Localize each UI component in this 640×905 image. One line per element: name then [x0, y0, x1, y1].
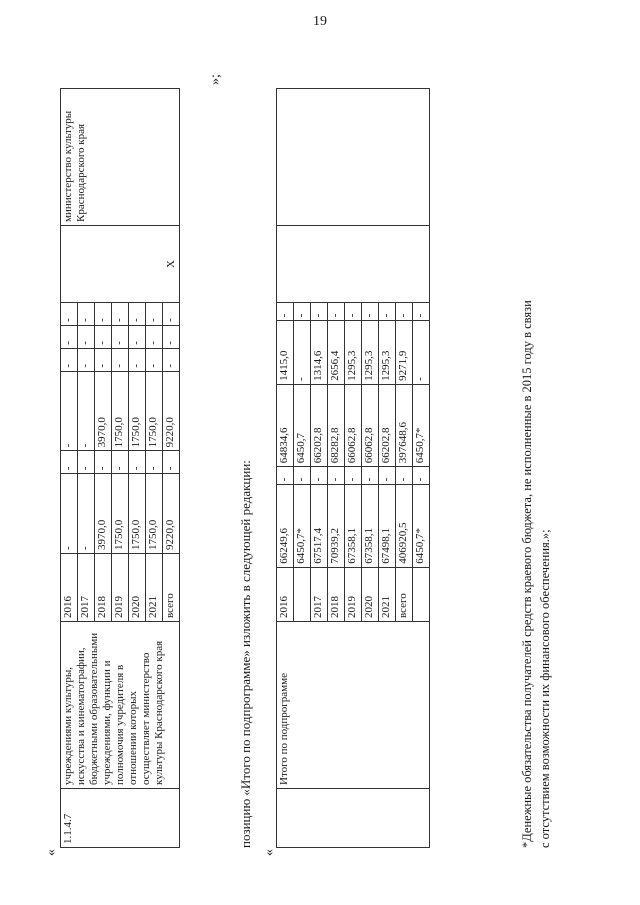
table2-cell-c3: 68282,8 [328, 384, 345, 466]
table2-cell-c3: 6450,7 [294, 384, 311, 466]
table2-cell-c5: - [379, 303, 396, 321]
table1 [60, 88, 180, 848]
table1-cell-c2: - [163, 451, 180, 474]
table1-cell-total: 3970,0 [95, 474, 112, 554]
table1-cell-c5: - [163, 325, 180, 348]
table1-cell-year: 2016 [61, 553, 78, 621]
table2-cell-total: 6450,7* [294, 485, 311, 567]
table2-cell-c4: 1415,0 [277, 321, 294, 385]
table1-cell-total: 1750,0 [129, 474, 146, 554]
table2-cell-c3: 397648,6 [396, 384, 413, 466]
table2-cell-c2: - [379, 467, 396, 485]
table1-mark: X [61, 226, 180, 303]
table2-cell-c5: - [311, 303, 328, 321]
table2-cell-c2: - [396, 467, 413, 485]
table1-cell-c2: - [61, 451, 78, 474]
table2-cell-total: 67358,1 [362, 485, 379, 567]
table1-cell-c4: - [112, 348, 129, 371]
table1-cell-total: - [61, 474, 78, 554]
table2-cell-c5: - [277, 303, 294, 321]
table2-cell-c5: - [328, 303, 345, 321]
table1-cell-c6: - [78, 303, 95, 326]
table2-cell-total: 67517,4 [311, 485, 328, 567]
table2-cell-year: 2017 [311, 567, 328, 621]
table1-cell-c5: - [146, 325, 163, 348]
table2-cell-c2: - [362, 467, 379, 485]
table1-cell-c4: - [163, 348, 180, 371]
table2-empty-mark [277, 226, 430, 303]
table1-cell-year: 2020 [129, 553, 146, 621]
table1-cell-c5: - [129, 325, 146, 348]
table2-cell-year: всего [396, 567, 413, 621]
table1-cell-c4: - [61, 348, 78, 371]
table1-cell-c5: - [112, 325, 129, 348]
table1-cell-c3: - [78, 371, 95, 451]
table1-cell-c6: - [146, 303, 163, 326]
table1-cell-c2: - [129, 451, 146, 474]
table2-cell-c4: 1295,3 [379, 321, 396, 385]
footnote-line-1: *Денежные обязательства получателей средств краевого бюджета, не исполненные в 2015 году в связи [520, 300, 534, 848]
table2-cell-c4: - [413, 321, 430, 385]
table2-open-quote: « [262, 849, 277, 856]
table2-cell-c4: - [294, 321, 311, 385]
table2-cell-c4: 1295,3 [362, 321, 379, 385]
table2-cell-total: 67358,1 [345, 485, 362, 567]
table1-cell-c3: 9220,0 [163, 371, 180, 451]
table1-cell-year: 2017 [78, 553, 95, 621]
rotated-document-body [40, 74, 600, 860]
table2-empty-executor [277, 89, 430, 226]
table2-cell-c2: - [277, 467, 294, 485]
table1-row [61, 89, 78, 848]
table2-cell-year: 2016 [277, 567, 294, 621]
table1-cell-year: 2018 [95, 553, 112, 621]
table2-cell-c2: - [311, 467, 328, 485]
table2-cell-c3: 66202,8 [379, 384, 396, 466]
table2-cell-c5: - [294, 303, 311, 321]
table2-cell-c4: 1295,3 [345, 321, 362, 385]
table1-cell-total: - [78, 474, 95, 554]
table1-cell-c3: 3970,0 [95, 371, 112, 451]
table2-cell-c5: - [413, 303, 430, 321]
table2-cell-c5: - [345, 303, 362, 321]
table2-cell-year [413, 567, 430, 621]
table2-cell-year: 2020 [362, 567, 379, 621]
table1-cell-c5: - [95, 325, 112, 348]
table2-cell-total: 406920,5 [396, 485, 413, 567]
table1-cell-year: всего [163, 553, 180, 621]
table2-cell-c3: 64834,6 [277, 384, 294, 466]
table1-cell-c5: - [61, 325, 78, 348]
table1-cell-c4: - [78, 348, 95, 371]
table1-cell-c2: - [146, 451, 163, 474]
table2-cell-c5: - [362, 303, 379, 321]
table2-cell-year: 2019 [345, 567, 362, 621]
table2-cell-total: 6450,7* [413, 485, 430, 567]
table1-cell-c6: - [163, 303, 180, 326]
table1-cell-c3: 1750,0 [112, 371, 129, 451]
footnote-line-2: с отсутствием возможности их финансового обеспечения.»; [538, 529, 552, 848]
table2-cell-c3: 66062,8 [362, 384, 379, 466]
table1-cell-c3: 1750,0 [129, 371, 146, 451]
table1-cell-c4: - [146, 348, 163, 371]
table1-cell-c5: - [78, 325, 95, 348]
table1-cell-c6: - [112, 303, 129, 326]
table2-cell-total: 67498,1 [379, 485, 396, 567]
table1-executor: министерство культуры Краснодарского края [61, 89, 180, 226]
table2-cell-total: 70939,2 [328, 485, 345, 567]
table2-label: Итого по подпрограмме [277, 622, 430, 789]
table2-cell-total: 66249,6 [277, 485, 294, 567]
table2-cell-year: 2021 [379, 567, 396, 621]
table1-cell-c2: - [112, 451, 129, 474]
table2-cell-c2: - [345, 467, 362, 485]
table1-cell-c4: - [95, 348, 112, 371]
table2-cell-c5: - [396, 303, 413, 321]
table2-cell-c4: 1314,6 [311, 321, 328, 385]
table2-cell-c2: - [328, 467, 345, 485]
table2-cell-c3: 66202,8 [311, 384, 328, 466]
table1-open-quote: « [44, 849, 59, 856]
table1-cell-year: 2021 [146, 553, 163, 621]
table1-cell-c3: - [61, 371, 78, 451]
table1-close-quote: »; [208, 74, 223, 85]
table1-cell-total: 9220,0 [163, 474, 180, 554]
table2-cell-c4: 9271,9 [396, 321, 413, 385]
table2-cell-c3: 66062,8 [345, 384, 362, 466]
table1-cell-year: 2019 [112, 553, 129, 621]
page-number: 19 [313, 14, 327, 29]
table1-cell-total: 1750,0 [112, 474, 129, 554]
table1-code: 1.1.4.7 [61, 789, 180, 848]
table1-cell-c6: - [61, 303, 78, 326]
table2-row [277, 89, 294, 848]
table1-cell-total: 1750,0 [146, 474, 163, 554]
table2-cell-c2: - [294, 467, 311, 485]
table1-description: учреждениями культуры, искусства и кинематографии, бюджетными образовательными учреждениями, функции и полномочия учредителя в отношении которых осуществляет министерство культуры Краснодарского края [61, 622, 180, 789]
table2 [276, 88, 430, 848]
table1-cell-c4: - [129, 348, 146, 371]
table2-cell-year: 2018 [328, 567, 345, 621]
table2-empty-code [277, 789, 430, 848]
table1-cell-c6: - [129, 303, 146, 326]
intro-text: позицию «Итого по подпрограмме» изложить в следующей редакции: [238, 460, 253, 848]
table2-cell-c2: - [413, 467, 430, 485]
table1-cell-c6: - [95, 303, 112, 326]
table2-cell-year [294, 567, 311, 621]
table1-cell-c2: - [78, 451, 95, 474]
table1-cell-c3: 1750,0 [146, 371, 163, 451]
table2-cell-c4: 2656,4 [328, 321, 345, 385]
table1-cell-c2: - [95, 451, 112, 474]
table2-cell-c3: 6450,7* [413, 384, 430, 466]
